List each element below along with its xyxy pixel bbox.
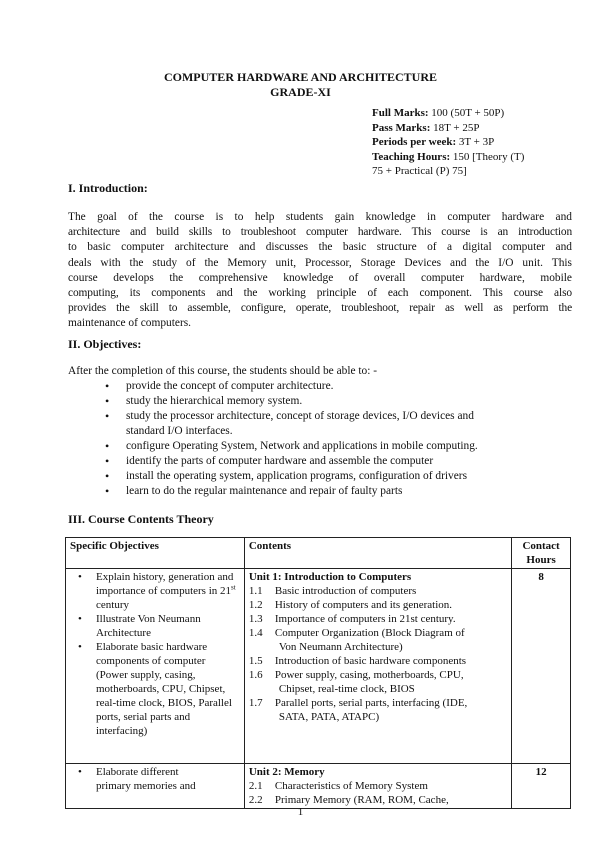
objective-item: • study the hierarchical memory system.: [105, 394, 575, 409]
content-text-cont: SATA, PATA, ATAPC): [278, 711, 380, 723]
intro-line: to basic computer architecture and discusses the basic structure of a digital computer and: [68, 241, 572, 254]
intro-line: architecture and build skills to troubleshoot computer hardware. This course is an introduction: [68, 226, 572, 239]
column-header-contents: Contents: [244, 538, 511, 569]
periods-per-week: [372, 135, 572, 150]
objective-item: • provide the concept of computer architecture.: [105, 379, 575, 394]
course-contents-table: [65, 537, 571, 809]
content-number: 1.4: [248, 627, 263, 639]
objective-item: • learn to do the regular maintenance and repair of faulty parts: [105, 484, 575, 499]
periods-label: Periods per week:: [372, 136, 457, 148]
table-header-row: [66, 538, 571, 569]
content-item: [249, 626, 507, 654]
content-number: 2.2: [248, 794, 263, 806]
content-item: [249, 696, 507, 724]
specific-objective: • Elaborate basic hardware components of computer (Power supply, casing, motherboards, CPU, Chipset, real-time clock, BIOS, Parallel ports, serial parts and interfacing): [70, 640, 240, 738]
unit-title: Unit 1: Introduction to Computers: [248, 571, 412, 583]
content-number: 1.5: [248, 655, 263, 667]
content-text: Parallel ports, serial parts, interfacing (IDE,: [274, 697, 468, 709]
content-item: [249, 584, 507, 598]
content-number: 2.1: [248, 780, 263, 792]
marks-block: [372, 106, 572, 179]
content-item: [249, 668, 507, 696]
document-title: COMPUTER HARDWARE AND ARCHITECTURE: [163, 70, 438, 84]
intro-line: course develops the comprehensive knowledge of overall computer hardware, mobile: [68, 271, 572, 284]
content-text: Computer Organization (Block Diagram of: [274, 627, 465, 639]
introduction-heading: I. Introduction:: [68, 181, 148, 195]
contact-hours-cell: 8: [512, 569, 571, 764]
intro-line: maintenance of computers.: [68, 317, 192, 330]
objective-item: • identify the parts of computer hardware and assemble the computer: [105, 454, 575, 469]
content-text: Characteristics of Memory System: [274, 780, 428, 792]
teaching-hours-label: Teaching Hours:: [372, 150, 451, 163]
content-text-cont: Von Neumann Architecture): [278, 641, 403, 653]
intro-line: deals with the study of the Memory unit, Processor, Storage Devices and the I/O unit. This: [68, 256, 572, 269]
objective-text: Explain history, generation and importance of computers in 21: [96, 571, 234, 597]
content-text: Basic introduction of computers: [274, 585, 417, 597]
introduction-paragraph: [68, 210, 572, 332]
contact-hours-cell: 12: [512, 764, 571, 809]
objectives-cell: [66, 569, 245, 764]
page-number: 1: [297, 806, 304, 818]
objective-item: • study the processor architecture, concept of storage devices, I/O devices and standard I/O interfaces.: [105, 409, 496, 439]
content-item: [249, 598, 507, 612]
content-item: [249, 654, 507, 668]
content-text: History of computers and its generation.: [274, 599, 453, 611]
contents-cell: [244, 764, 511, 809]
content-number: 1.7: [248, 697, 263, 709]
content-text: Importance of computers in 21st century.: [274, 613, 456, 625]
table-row: [66, 764, 571, 809]
content-item: [249, 779, 507, 793]
objective-item: • configure Operating System, Network and applications in mobile computing.: [105, 439, 575, 454]
content-text-wrap: [275, 696, 507, 724]
content-text: Primary Memory (RAM, ROM, Cache,: [274, 794, 449, 806]
intro-line: computing, its components and the working principle of each component. This course also: [68, 287, 572, 300]
content-number: 1.3: [248, 613, 263, 625]
teaching-hours-value: 150 [Theory (T): [450, 150, 525, 163]
specific-objective: • Elaborate different primary memories and: [70, 765, 240, 793]
objectives-cell: [66, 764, 245, 809]
specific-objectives-list: [70, 570, 240, 738]
content-number: 1.6: [248, 669, 263, 681]
teaching-hours: [372, 150, 572, 165]
objectives-intro: After the completion of this course, the students should be able to: -: [68, 365, 378, 377]
pass-marks-label: Pass Marks:: [372, 121, 431, 134]
objective-text-after: century: [96, 599, 129, 611]
periods-value: 3T + 3P: [456, 136, 495, 148]
intro-line: provides the skill to assemble, configure, operate, troubleshoot, repair as well as perform the: [68, 302, 572, 315]
full-marks: [372, 106, 572, 121]
column-header-objectives: Specific Objectives: [66, 538, 245, 569]
content-text: Power supply, casing, motherboards, CPU,: [274, 669, 464, 681]
intro-line: The goal of the course is to help students gain knowledge in computer hardware and: [68, 211, 572, 223]
content-text-cont: Chipset, real-time clock, BIOS: [278, 683, 415, 695]
specific-objective: • Illustrate Von Neumann Architecture: [70, 612, 240, 640]
specific-objectives-list: [70, 765, 240, 793]
full-marks-value: 100 (50T + 50P): [428, 107, 505, 119]
teaching-hours-cont: 75 + Practical (P) 75]: [372, 165, 467, 177]
full-marks-label: Full Marks:: [372, 107, 429, 119]
document-subtitle: GRADE-XI: [270, 85, 331, 99]
content-text: Introduction of basic hardware components: [274, 655, 467, 667]
objectives-heading: II. Objectives:: [68, 337, 142, 351]
course-contents-heading: III. Course Contents Theory: [68, 512, 214, 526]
superscript: st: [231, 583, 236, 592]
content-text-wrap: [275, 668, 507, 696]
pass-marks-value: 18T + 25P: [430, 121, 480, 134]
contents-cell: [244, 569, 511, 764]
content-item: [249, 612, 507, 626]
objective-item: • install the operating system, application programs, configuration of drivers: [105, 469, 575, 484]
content-text-wrap: [275, 626, 507, 654]
specific-objective: [70, 570, 240, 612]
content-number: 1.1: [248, 585, 263, 597]
unit-title: Unit 2: Memory: [248, 766, 325, 778]
objectives-list: [105, 379, 575, 499]
content-number: 1.2: [248, 599, 263, 611]
pass-marks: [372, 121, 572, 136]
column-header-hours: Contact Hours: [512, 538, 571, 569]
table-row: [66, 569, 571, 764]
